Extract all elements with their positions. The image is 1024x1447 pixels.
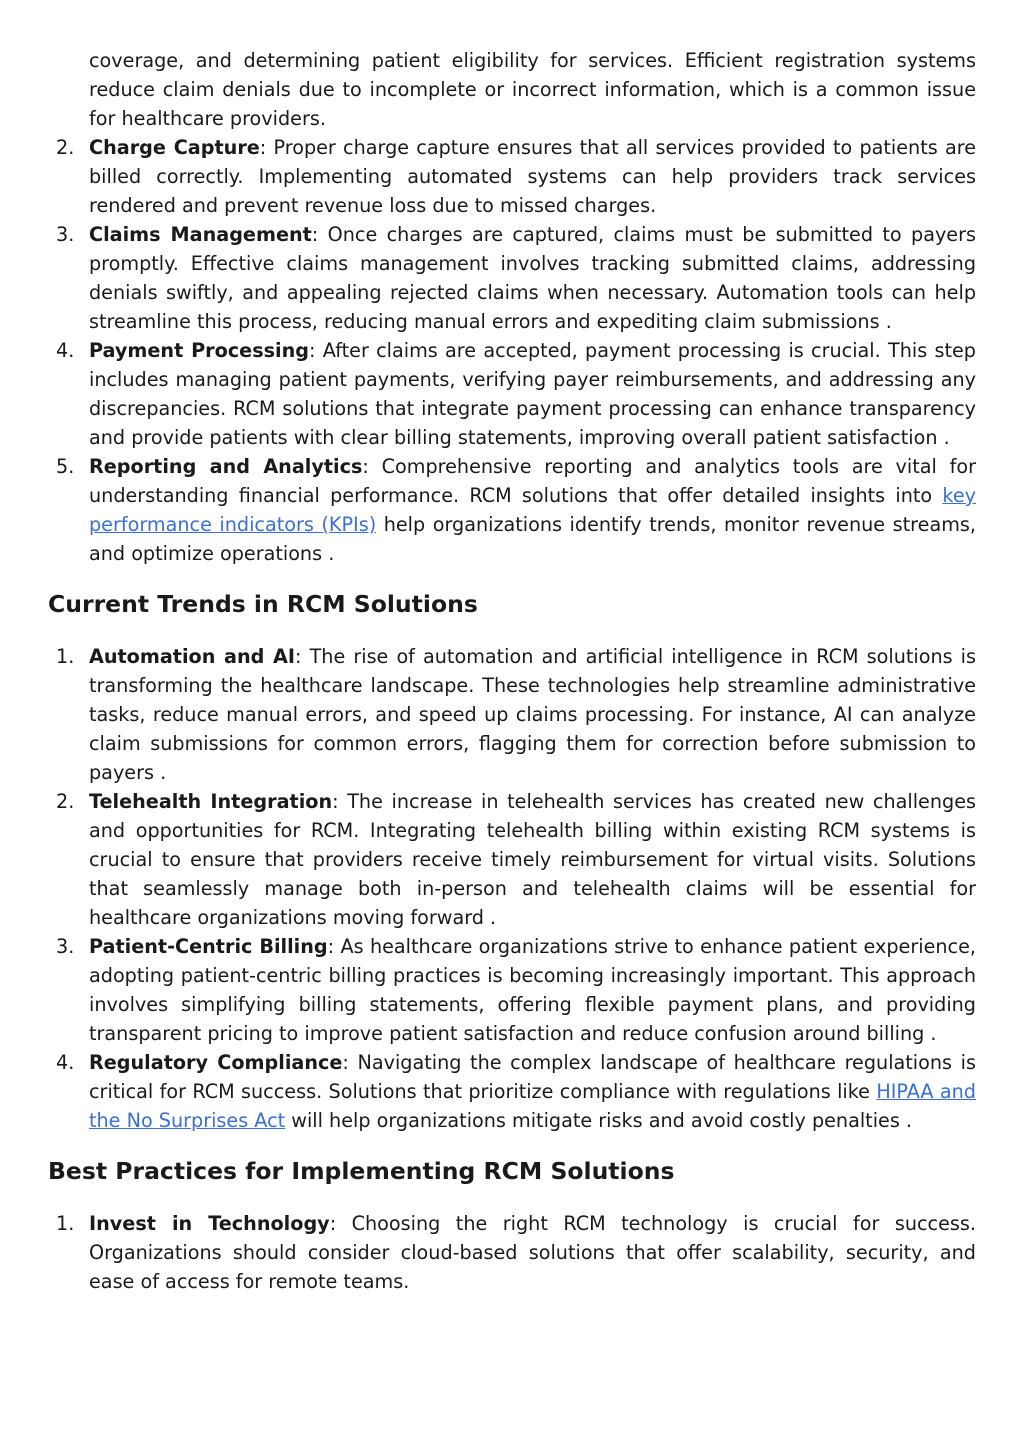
kpi-link[interactable]: key performance indicators (KPIs) (89, 484, 976, 536)
list-item (48, 336, 976, 452)
hipaa-link[interactable]: HIPAA and the No Surprises Act (89, 1080, 976, 1132)
list-number: 3. (56, 223, 75, 246)
list-number: 3. (56, 935, 75, 958)
item-text: : Once charges are captured, claims must be submitted to payers promptly. Effective claims management involves tracking submitted claims, addressing denials swiftly, and appealing rejected claims when necessary. Automation tools can help streamline this process, reducing manual errors and expediting claim submissions . (89, 223, 976, 333)
best-practices-list (48, 1209, 976, 1296)
item-text: : Choosing the right RCM technology is crucial for success. Organizations should consider cloud-based solutions that offer scalability, security, and ease of access for remote teams. (89, 1212, 976, 1293)
item-text: : Comprehensive reporting and analytics tools are vital for understanding financial performance. RCM solutions that offer detailed insights into (89, 455, 976, 507)
item-title: Claims Management (89, 223, 312, 246)
item-text: : Navigating the complex landscape of healthcare regulations is critical for RCM success. Solutions that prioritize compliance with regulations like (89, 1051, 976, 1103)
list-number: 5. (56, 455, 75, 478)
list-number: 2. (56, 790, 75, 813)
list-item (48, 1209, 976, 1296)
item-title: Automation and AI (89, 645, 296, 668)
list-item (48, 133, 976, 220)
item-title: Patient-Centric Billing (89, 935, 328, 958)
list-item (48, 787, 976, 932)
section-heading-best-practices: Best Practices for Implementing RCM Solutions (48, 1157, 675, 1185)
list-number: 1. (56, 645, 75, 668)
item-title: Telehealth Integration (89, 790, 333, 813)
list-item (48, 452, 976, 568)
item-text: : Proper charge capture ensures that all services provided to patients are billed correctly. Implementing automated systems can help providers track services rendered and prevent revenue loss due to missed charges. (89, 136, 976, 217)
list-item (48, 220, 976, 336)
item-title: Invest in Technology (89, 1212, 330, 1235)
list-number: 4. (56, 339, 75, 362)
document-page (48, 46, 976, 1296)
rcm-components-list (48, 133, 976, 568)
list-item (48, 932, 976, 1048)
item-text: will help organizations mitigate risks and avoid costly penalties . (285, 1109, 913, 1132)
intro-continuation: coverage, and determining patient eligibility for services. Efficient registration systems reduce claim denials due to incomplete or incorrect information, which is a common issue for healthcare providers. (89, 49, 976, 130)
current-trends-list (48, 642, 976, 1135)
item-title: Reporting and Analytics (89, 455, 363, 478)
item-title: Charge Capture (89, 136, 260, 159)
list-item (48, 642, 976, 787)
item-title: Payment Processing (89, 339, 310, 362)
list-number: 4. (56, 1051, 75, 1074)
item-text: : As healthcare organizations strive to enhance patient experience, adopting patient-centric billing practices is becoming increasingly important. This approach involves simplifying billing statements, offering flexible payment plans, and providing transparent pricing to improve patient satisfaction and reduce confusion around billing . (89, 935, 976, 1045)
list-number: 2. (56, 136, 75, 159)
list-number: 1. (56, 1212, 75, 1235)
section-heading-current-trends: Current Trends in RCM Solutions (48, 590, 478, 618)
item-text: : The rise of automation and artificial intelligence in RCM solutions is transforming the healthcare landscape. These technologies help streamline administrative tasks, reduce manual errors, and speed up claims processing. For instance, AI can analyze claim submissions for common errors, flagging them for correction before submission to payers . (89, 645, 977, 784)
item-title: Regulatory Compliance (89, 1051, 343, 1074)
item-text: : After claims are accepted, payment processing is crucial. This step includes managing patient payments, verifying payer reimbursements, and addressing any discrepancies. RCM solutions that integrate payment processing can enhance transparency and provide patients with clear billing statements, improving overall patient satisfaction . (89, 339, 976, 449)
item-text: help organizations identify trends, monitor revenue streams, and optimize operations . (89, 513, 976, 565)
item-text: : The increase in telehealth services has created new challenges and opportunities for RCM. Integrating telehealth billing within existing RCM systems is crucial to ensure that providers receive timely reimbursement for virtual visits. Solutions that seamlessly manage both in-person and telehealth claims will be essential for healthcare organizations moving forward . (89, 790, 976, 929)
list-item (48, 1048, 976, 1135)
